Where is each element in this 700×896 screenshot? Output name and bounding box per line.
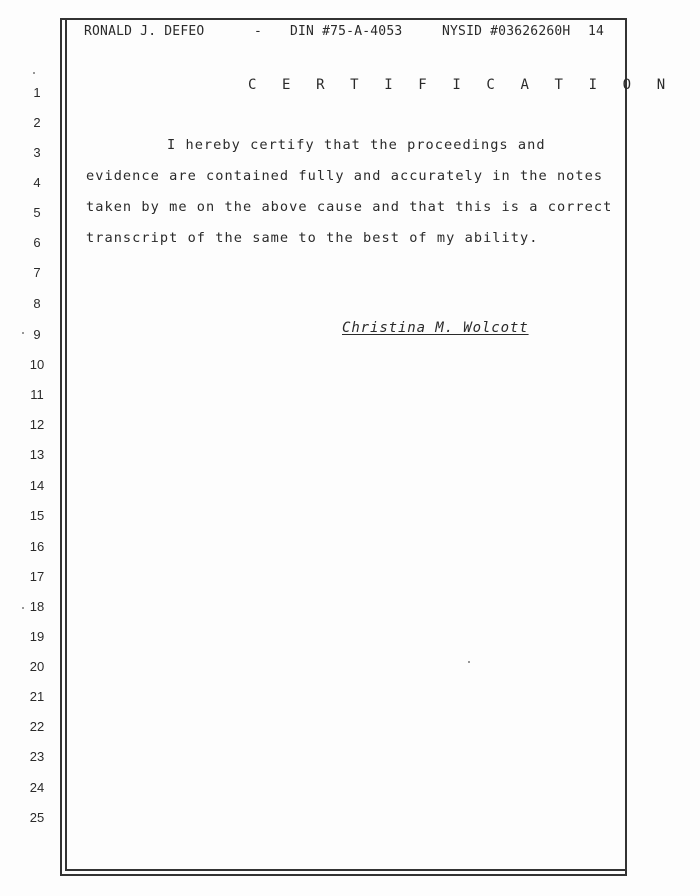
line-number: 22: [29, 719, 45, 734]
certification-line: transcript of the same to the best of my ability.: [86, 230, 539, 246]
certification-line: taken by me on the above cause and that this is a correct: [86, 199, 613, 215]
scan-speck: [33, 72, 35, 74]
line-number: 14: [29, 478, 45, 493]
line-number: 3: [33, 145, 41, 160]
certification-line: evidence are contained fully and accurately in the notes: [86, 168, 604, 184]
line-number: 17: [29, 569, 45, 584]
border-left-outer: [60, 18, 62, 876]
scan-speck: [22, 332, 24, 334]
line-number: 7: [33, 265, 41, 280]
line-number: 15: [29, 508, 45, 523]
line-number: 9: [33, 327, 41, 342]
border-left-inner: [65, 18, 67, 870]
line-number: 20: [29, 659, 45, 674]
din-number: DIN #75-A-4053: [290, 24, 403, 39]
line-number: 25: [29, 810, 45, 825]
scan-speck: [22, 607, 24, 609]
line-number: 4: [33, 175, 41, 190]
line-number: 12: [29, 417, 45, 432]
header-separator: -: [254, 24, 263, 39]
certification-line: I hereby certify that the proceedings and: [167, 137, 546, 153]
border-right: [625, 18, 627, 876]
defendant-name: RONALD J. DEFEO: [84, 24, 205, 39]
border-bottom-inner: [65, 869, 625, 871]
line-number: 19: [29, 629, 45, 644]
line-number: 11: [30, 387, 44, 402]
line-number: 6: [33, 235, 41, 250]
border-bottom-outer: [60, 874, 627, 876]
line-number: 16: [29, 539, 45, 554]
line-number: 5: [33, 205, 41, 220]
line-number: 24: [29, 780, 45, 795]
line-number: 23: [29, 749, 45, 764]
line-number: 13: [29, 447, 45, 462]
line-number: 1: [33, 85, 41, 100]
line-number: 8: [33, 296, 41, 311]
line-number: 2: [33, 115, 41, 130]
page-header: [84, 24, 614, 44]
page-title: C E R T I F I C A T I O N: [248, 77, 674, 93]
scan-speck: [468, 661, 470, 663]
line-number: 10: [29, 357, 45, 372]
nysid-number: NYSID #03626260H: [442, 24, 571, 39]
line-number: 21: [29, 689, 45, 704]
line-number: 18: [29, 599, 45, 614]
reporter-signature: Christina M. Wolcott: [342, 320, 529, 336]
border-top: [60, 18, 627, 20]
page-number: 14: [588, 24, 605, 39]
